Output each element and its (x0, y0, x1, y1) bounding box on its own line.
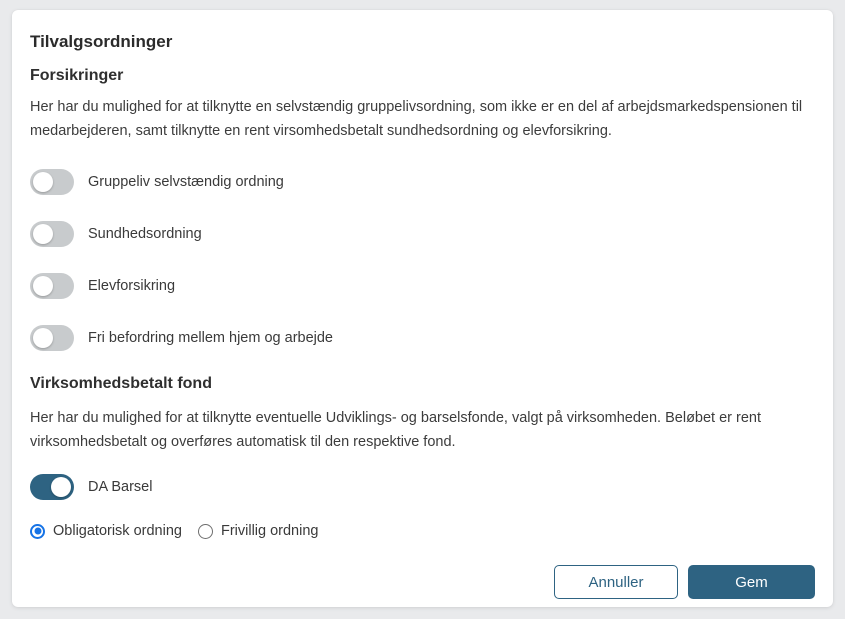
toggle-label: Sundhedsordning (88, 226, 202, 242)
toggle-knob (33, 172, 53, 192)
ordning-radio-group (30, 522, 815, 540)
cancel-button[interactable]: Annuller (554, 565, 678, 599)
page-title: Tilvalgsordninger (30, 32, 173, 51)
toggle-knob (33, 276, 53, 296)
fund-section-heading: Virksomhedsbetalt fond (30, 375, 212, 392)
radio-label: Frivillig ordning (220, 523, 319, 539)
radio-selected-icon[interactable] (30, 524, 45, 539)
insurance-toggles-list (30, 169, 815, 351)
save-button[interactable]: Gem (688, 565, 815, 599)
toggle-row-da-barsel (30, 474, 815, 500)
toggle-knob (51, 477, 71, 497)
elevforsikring-toggle[interactable] (30, 273, 74, 299)
toggle-row-elevforsikring (30, 273, 815, 299)
toggle-row-fri-befordring (30, 325, 815, 351)
insurance-section-description: Her har du mulighed for at tilknytte en selvstændig gruppelivsordning, som ikke er en del af arbejdsmarkedspensionen til medarbejderen, samt tilknytte en rent virsomhedsbetalt sundhedsordning og elevforsikring. (30, 99, 803, 139)
toggle-label: Fri befordring mellem hjem og arbejde (88, 330, 333, 346)
radio-option-obligatorisk[interactable] (30, 523, 182, 539)
fund-toggles-list (30, 474, 815, 500)
insurance-section (30, 66, 815, 351)
toggle-label: Elevforsikring (88, 278, 176, 294)
radio-label: Obligatorisk ordning (53, 523, 182, 539)
toggle-knob (33, 328, 53, 348)
fund-section-description: Her har du mulighed for at tilknytte eventuelle Udviklings- og barselsfonde, valgt på virksomheden. Beløbet er rent virksomhedsbetalt og overføres automatisk til den respektive fond. (30, 410, 762, 450)
toggle-knob (33, 224, 53, 244)
toggle-label: Gruppeliv selvstændig ordning (88, 174, 284, 190)
radio-unselected-icon[interactable] (198, 524, 213, 539)
toggle-row-gruppeliv (30, 169, 815, 195)
radio-option-frivillig[interactable] (198, 523, 319, 539)
da-barsel-toggle[interactable] (30, 474, 74, 500)
toggle-row-sundhedsordning (30, 221, 815, 247)
dialog-footer (30, 565, 815, 599)
fri-befordring-toggle[interactable] (30, 325, 74, 351)
fund-section (30, 374, 815, 540)
sundhedsordning-toggle[interactable] (30, 221, 74, 247)
tilvalgsordninger-dialog (12, 10, 833, 607)
insurance-section-heading: Forsikringer (30, 67, 124, 84)
toggle-label: DA Barsel (88, 479, 153, 495)
gruppeliv-toggle[interactable] (30, 169, 74, 195)
